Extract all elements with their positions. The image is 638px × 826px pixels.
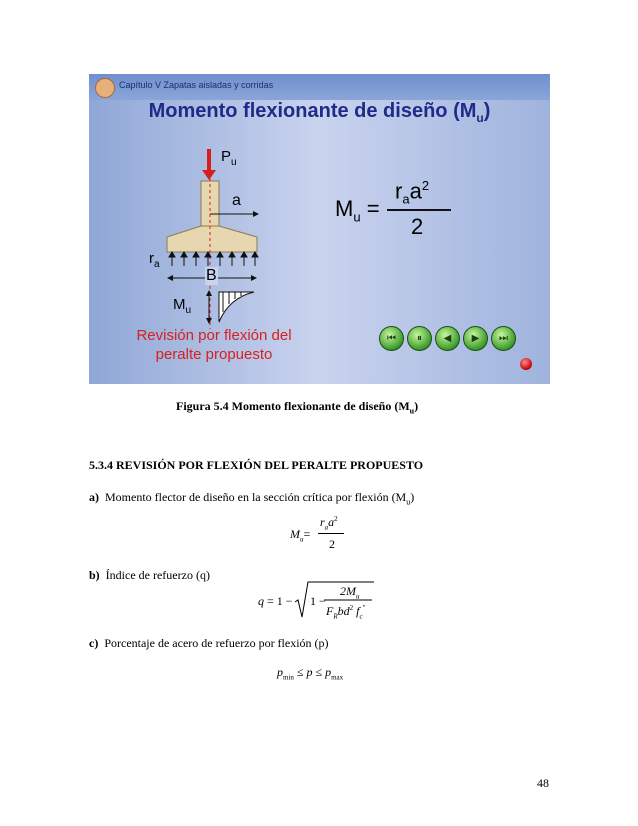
label-ra: $r_a$ [149, 250, 160, 270]
slide-formula-numerator: $r_aa^2$ [395, 178, 430, 207]
equation-q-denominator: $F_Rbd^2$ $f_c''$ [326, 604, 366, 621]
equation-mu: $M_u=$ [290, 527, 311, 544]
slide-title-close: ) [483, 100, 491, 122]
chapter-label: Capítulo V Zapatas aisladas y corridas [119, 80, 274, 90]
soil-pressure-arrows [169, 252, 258, 266]
equation-mu-bar [318, 533, 344, 534]
moment-diagram [219, 292, 254, 322]
label-b: B [206, 267, 217, 284]
equation-q: q = 1 − [258, 594, 293, 608]
stop-icon[interactable] [520, 358, 532, 370]
label-mu: $M_u$ [173, 296, 192, 316]
revision-line-2: peralte propuesto [155, 346, 273, 363]
equation-q-inner: 1 − [310, 594, 326, 608]
next-icon[interactable]: ▶ [463, 326, 488, 351]
slide-formula-denominator: 2 [411, 214, 424, 239]
list-item-c: c) Porcentaje de acero de refuerzo por flexión (p) [89, 636, 329, 650]
slide-formula-lhs: $M_u$ = [335, 196, 380, 225]
list-item-b: b) Índice de refuerzo (q) [89, 568, 210, 582]
equation-p-range: $p_{min} \le p \le p_{max}$ [277, 665, 344, 682]
slide-image [89, 74, 550, 384]
pause-icon[interactable]: ⏸ [407, 326, 432, 351]
page-number: 48 [537, 776, 549, 790]
slide-title-sub: u [476, 111, 484, 125]
revision-note [129, 326, 299, 364]
equation-q-numerator: $2M_u$ [340, 584, 360, 601]
first-icon[interactable]: ⏮ [379, 326, 404, 351]
section-heading: 5.3.4 REVISIÓN POR FLEXIÓN DEL PERALTE PROPUESTO [89, 458, 424, 472]
equation-mu-denominator: 2 [329, 537, 335, 551]
list-item-a: a) Momento flector de diseño en la sección crítica por flexión $(M_u)$ [89, 490, 415, 507]
revision-line-1: Revisión por flexión del [136, 327, 292, 344]
equation-mu-numerator: $r_aa^2$ [320, 515, 338, 532]
label-pu: $P_u$ [221, 148, 237, 168]
load-arrow-head [202, 170, 216, 180]
prev-icon[interactable]: ◀ [435, 326, 460, 351]
figure-caption: Figura 5.4 Momento flexionante de diseño $(M_u)$ [176, 399, 419, 416]
footing-shape [167, 226, 257, 252]
slide-title-text: Momento flexionante de diseño (M [148, 100, 477, 122]
label-a: a [232, 192, 241, 209]
last-icon[interactable]: ⏭ [491, 326, 516, 351]
